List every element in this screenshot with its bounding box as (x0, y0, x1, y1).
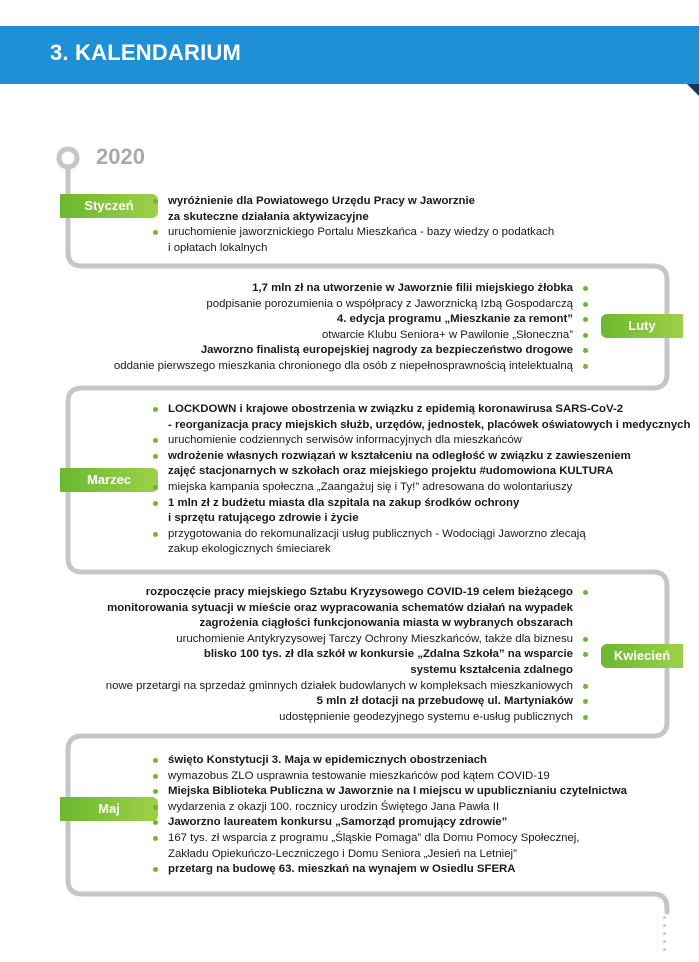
bullet-icon (153, 454, 158, 459)
item-text-line: 167 tys. zł wsparcia z programu „Śląskie Pomaga” dla Domu Pomocy Społecznej, (168, 831, 580, 844)
item-text-line: wymazobus ZLO usprawnia testowanie mieszkańców pod kątem COVID-19 (168, 769, 550, 782)
month-list-luty (114, 281, 591, 375)
bullet-icon (153, 485, 158, 490)
item-text-line: podpisanie porozumienia o współpracy z Jaworznicką Izbą Gospodarczą (206, 297, 573, 310)
timeline-item (150, 753, 627, 769)
item-text-line: monitorowania sytuacji w mieście oraz wypracowania schematów działań na wypadek (107, 601, 573, 614)
item-text-line: oddanie pierwszego mieszkania chronionego dla osób z niepełnosprawnością intelektualną (113, 359, 573, 372)
bullet-icon (153, 230, 158, 235)
bullet-icon (583, 590, 588, 595)
month-list-kwiecien (106, 585, 591, 725)
bullet-icon (153, 867, 158, 872)
bullet-icon (153, 407, 158, 412)
timeline-item (114, 328, 591, 344)
timeline-item (150, 449, 690, 480)
timeline-item (150, 527, 690, 558)
bullet-icon (583, 364, 588, 369)
timeline-item (150, 496, 690, 527)
timeline-item (150, 815, 627, 831)
item-text-line: przetarg na budowę 63. mieszkań na wynajem w Osiedlu SFERA (168, 863, 516, 876)
timeline-item (106, 694, 591, 710)
month-badge-maj: Maj (60, 797, 158, 821)
month-badge-kwiecien: Kwiecień (601, 644, 683, 668)
timeline-item (150, 800, 627, 816)
bullet-icon (153, 836, 158, 841)
item-text-line: Zakładu Opiekuńczo-Leczniczego i Domu Seniora „Jesień na Letniej” (168, 847, 517, 860)
month-badge-styczen: Styczeń (60, 194, 158, 218)
bullet-icon (583, 302, 588, 307)
item-text-line: LOCKDOWN i krajowe obostrzenia w związku z epidemią koronawirusa SARS-CoV-2 (168, 403, 624, 415)
item-text-line: i opłatach lokalnych (168, 241, 268, 254)
month-list-maj (150, 753, 627, 878)
item-text-line: otwarcie Klubu Seniora+ w Pawilonie „Słoneczna” (321, 328, 573, 341)
item-text-line: systemu kształcenia zdalnego (410, 663, 573, 676)
bullet-icon (153, 774, 158, 779)
item-text-line: rozpoczęcie pracy miejskiego Sztabu Kryzysowego COVID-19 celem bieżącego (145, 586, 573, 598)
item-text-line: uruchomienie Antykryzysowej Tarczy Ochrony Mieszkańców, także dla biznesu (176, 632, 573, 645)
timeline-item (106, 585, 591, 632)
timeline-item (150, 862, 627, 878)
item-text-line: wdrożenie własnych rozwiązań w kształceniu na odległość w związku z zawieszeniem (168, 449, 631, 462)
item-text-line: uruchomienie jaworznickiego Portalu Mieszkańca - bazy wiedzy o podatkach (168, 226, 555, 239)
bullet-icon (153, 199, 158, 204)
bullet-icon (583, 715, 588, 720)
timeline-item (150, 831, 627, 862)
item-text-line: - reorganizacja pracy miejskich służb, urzędów, jednostek, placówek oświatowych i medycznych (168, 418, 691, 431)
timeline-item (114, 312, 591, 328)
timeline-item (150, 784, 627, 800)
item-text-line: 5 mln zł dotacji na przebudowę ul. Martyniaków (316, 695, 573, 708)
item-text-line: zakup ekologicznych śmieciarek (168, 543, 331, 556)
bullet-icon (583, 333, 588, 338)
bullet-icon (153, 758, 158, 763)
section-title: 3. KALENDARIUM (50, 40, 242, 65)
timeline-item (150, 769, 627, 785)
timeline-item (150, 433, 690, 449)
timeline-item (114, 359, 591, 375)
bullet-icon (583, 652, 588, 657)
item-text-line: Miejska Biblioteka Publiczna w Jaworznie na I miejscu w upublicznianiu czytelnictwa (168, 785, 627, 798)
timeline-item (114, 281, 591, 297)
item-text-line: miejska kampania społeczna „Zaangażuj się i Ty!” adresowana do wolontariuszy (168, 480, 573, 493)
timeline-item (114, 343, 591, 359)
item-text-line: blisko 100 tys. zł dla szkół w konkursie „Zdalna Szkoła” na wsparcie (203, 648, 573, 661)
item-text-line: za skuteczne działania aktywizacyjne (168, 210, 369, 223)
timeline-item (150, 480, 690, 496)
timeline-item (106, 679, 591, 695)
month-badge-marzec: Marzec (60, 468, 158, 492)
continuation-dots (663, 916, 666, 956)
month-badge-luty: Luty (601, 314, 683, 338)
timeline-item (150, 402, 690, 433)
item-text-line: Jaworzno finalistą europejskiej nagrody za bezpieczeństwo drogowe (200, 344, 573, 357)
item-text-line: wydarzenia z okazji 100. rocznicy urodzin Świętego Jana Pawła II (168, 800, 500, 813)
bullet-icon (153, 532, 158, 537)
bullet-icon (583, 637, 588, 642)
bullet-icon (153, 820, 158, 825)
item-text-line: udostępnienie geodezyjnego systemu e-usług publicznych (279, 710, 573, 723)
timeline-item (150, 194, 554, 225)
item-text-line: i sprzętu ratującego zdrowie i życie (168, 512, 359, 525)
bullet-icon (153, 438, 158, 443)
item-text-line: święto Konstytucji 3. Maja w epidemicznych obostrzeniach (168, 754, 488, 766)
timeline-item (106, 710, 591, 726)
bullet-icon (583, 348, 588, 353)
bullet-icon (583, 286, 588, 291)
item-text-line: 4. edycja programu „Mieszkanie za remont” (336, 313, 573, 326)
month-list-marzec (150, 402, 690, 558)
item-text-line: Jaworzno laureatem konkursu „Samorząd promujący zdrowie” (168, 816, 508, 829)
timeline-start-ring (59, 149, 77, 167)
item-text-line: przygotowania do rekomunalizacji usług publicznych - Wodociągi Jaworzno zlecają (168, 527, 586, 540)
bullet-icon (583, 699, 588, 704)
item-text-line: 1,7 mln zł na utworzenie w Jaworznie filii miejskiego żłobka (252, 282, 573, 294)
year-label: 2020 (96, 144, 145, 169)
item-text-line: zajęć stacjonarnych w szkołach oraz miejskiego projektu #udomowiona KULTURA (168, 465, 614, 478)
bullet-icon (583, 684, 588, 689)
timeline-item (114, 297, 591, 313)
bullet-icon (153, 805, 158, 810)
item-text-line: zagrożenia ciągłości funkcjonowania miasta w wybranych obszarach (199, 617, 573, 630)
bullet-icon (153, 789, 158, 794)
timeline-item (150, 225, 554, 256)
item-text-line: uruchomienie codziennych serwisów informacyjnych dla mieszkańców (168, 434, 522, 447)
bullet-icon (153, 501, 158, 506)
timeline-item (106, 632, 591, 648)
item-text-line: nowe przetargi na sprzedaż gminnych działek budowlanych w kompleksach mieszkaniowych (105, 679, 573, 692)
item-text-line: 1 mln zł z budżetu miasta dla szpitala na zakup środków ochrony (168, 496, 520, 509)
bullet-icon (583, 317, 588, 322)
month-list-styczen (150, 194, 554, 256)
item-text-line: wyróżnienie dla Powiatowego Urzędu Pracy w Jaworznie (168, 195, 475, 207)
timeline-item (106, 647, 591, 678)
